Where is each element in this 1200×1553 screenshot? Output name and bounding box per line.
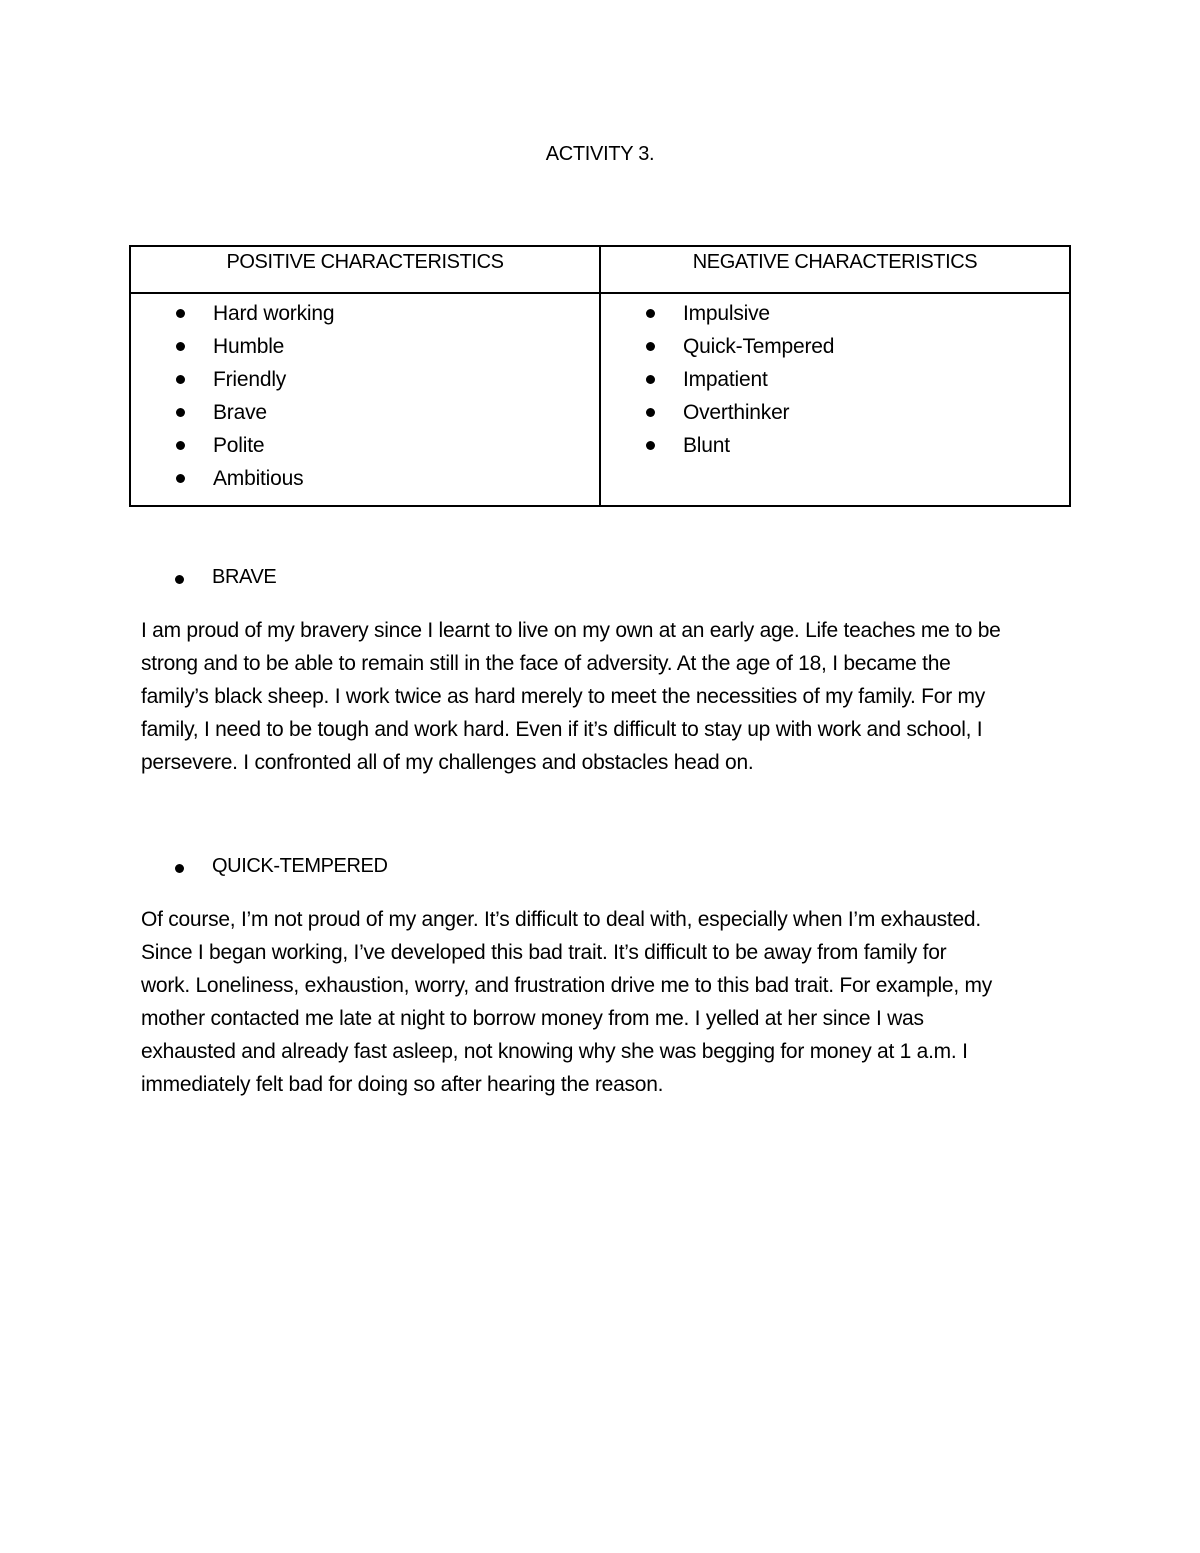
bullet-icon bbox=[176, 408, 185, 417]
list-item bbox=[131, 462, 599, 495]
bullet-icon bbox=[646, 441, 655, 450]
paragraph-line: exhausted and already fast asleep, not knowing why she was begging for money at 1 a.m. I bbox=[141, 1040, 968, 1063]
negative-list bbox=[601, 297, 1069, 462]
paragraph-line: Since I began working, I’ve developed this bad trait. It’s difficult to be away from family for bbox=[141, 941, 947, 964]
list-item-text: Hard working bbox=[213, 302, 335, 325]
list-item bbox=[601, 396, 1069, 429]
paragraph-brave bbox=[141, 614, 1061, 779]
section-heading-text: QUICK-TEMPERED bbox=[212, 855, 388, 877]
list-item bbox=[131, 396, 599, 429]
characteristics-table bbox=[129, 245, 1071, 507]
list-item-text: Quick-Tempered bbox=[683, 335, 835, 358]
bullet-icon bbox=[176, 342, 185, 351]
paragraph-line: strong and to be able to remain still in the face of adversity. At the age of 18, I became the bbox=[141, 652, 951, 675]
section-heading-quick-tempered bbox=[212, 855, 388, 878]
bullet-icon bbox=[175, 864, 184, 873]
list-item bbox=[601, 297, 1069, 330]
bullet-icon bbox=[646, 375, 655, 384]
list-item-text: Ambitious bbox=[213, 467, 304, 490]
negative-header: NEGATIVE CHARACTERISTICS bbox=[600, 246, 1070, 293]
paragraph-line: Of course, I’m not proud of my anger. It’s difficult to deal with, especially when I’m exhausted. bbox=[141, 908, 981, 931]
positive-cell bbox=[130, 293, 600, 506]
negative-cell bbox=[600, 293, 1070, 506]
paragraph-line: immediately felt bad for doing so after hearing the reason. bbox=[141, 1073, 664, 1096]
list-item bbox=[131, 363, 599, 396]
list-item-text: Overthinker bbox=[683, 401, 790, 424]
list-item bbox=[601, 363, 1069, 396]
page-title: ACTIVITY 3. bbox=[545, 143, 655, 165]
section-heading-text: BRAVE bbox=[212, 566, 277, 588]
list-item bbox=[601, 330, 1069, 363]
paragraph-line: family, I need to be tough and work hard. Even if it’s difficult to stay up with work and school, I bbox=[141, 718, 983, 741]
bullet-icon bbox=[175, 575, 184, 584]
list-item-text: Friendly bbox=[213, 368, 287, 391]
bullet-icon bbox=[646, 408, 655, 417]
bullet-icon bbox=[646, 342, 655, 351]
bullet-icon bbox=[176, 309, 185, 318]
list-item-text: Blunt bbox=[683, 434, 730, 457]
list-item bbox=[131, 330, 599, 363]
bullet-icon bbox=[176, 441, 185, 450]
bullet-icon bbox=[176, 375, 185, 384]
paragraph-line: persevere. I confronted all of my challenges and obstacles head on. bbox=[141, 751, 754, 774]
list-item bbox=[131, 297, 599, 330]
list-item-text: Polite bbox=[213, 434, 265, 457]
list-item-text: Brave bbox=[213, 401, 267, 424]
paragraph-line: I am proud of my bravery since I learnt to live on my own at an early age. Life teaches me to be bbox=[141, 619, 1001, 642]
paragraph-quick-tempered bbox=[141, 903, 1061, 1101]
paragraph-line: family’s black sheep. I work twice as hard merely to meet the necessities of my family. For my bbox=[141, 685, 986, 708]
bullet-icon bbox=[646, 309, 655, 318]
positive-list bbox=[131, 297, 599, 495]
list-item-text: Humble bbox=[213, 335, 285, 358]
paragraph-line: work. Loneliness, exhaustion, worry, and frustration drive me to this bad trait. For example, my bbox=[141, 974, 992, 997]
bullet-icon bbox=[176, 474, 185, 483]
list-item bbox=[131, 429, 599, 462]
list-item-text: Impatient bbox=[683, 368, 768, 391]
section-heading-brave bbox=[212, 566, 276, 589]
list-item bbox=[601, 429, 1069, 462]
positive-header: POSITIVE CHARACTERISTICS bbox=[130, 246, 600, 293]
list-item-text: Impulsive bbox=[683, 302, 770, 325]
paragraph-line: mother contacted me late at night to borrow money from me. I yelled at her since I was bbox=[141, 1007, 924, 1030]
